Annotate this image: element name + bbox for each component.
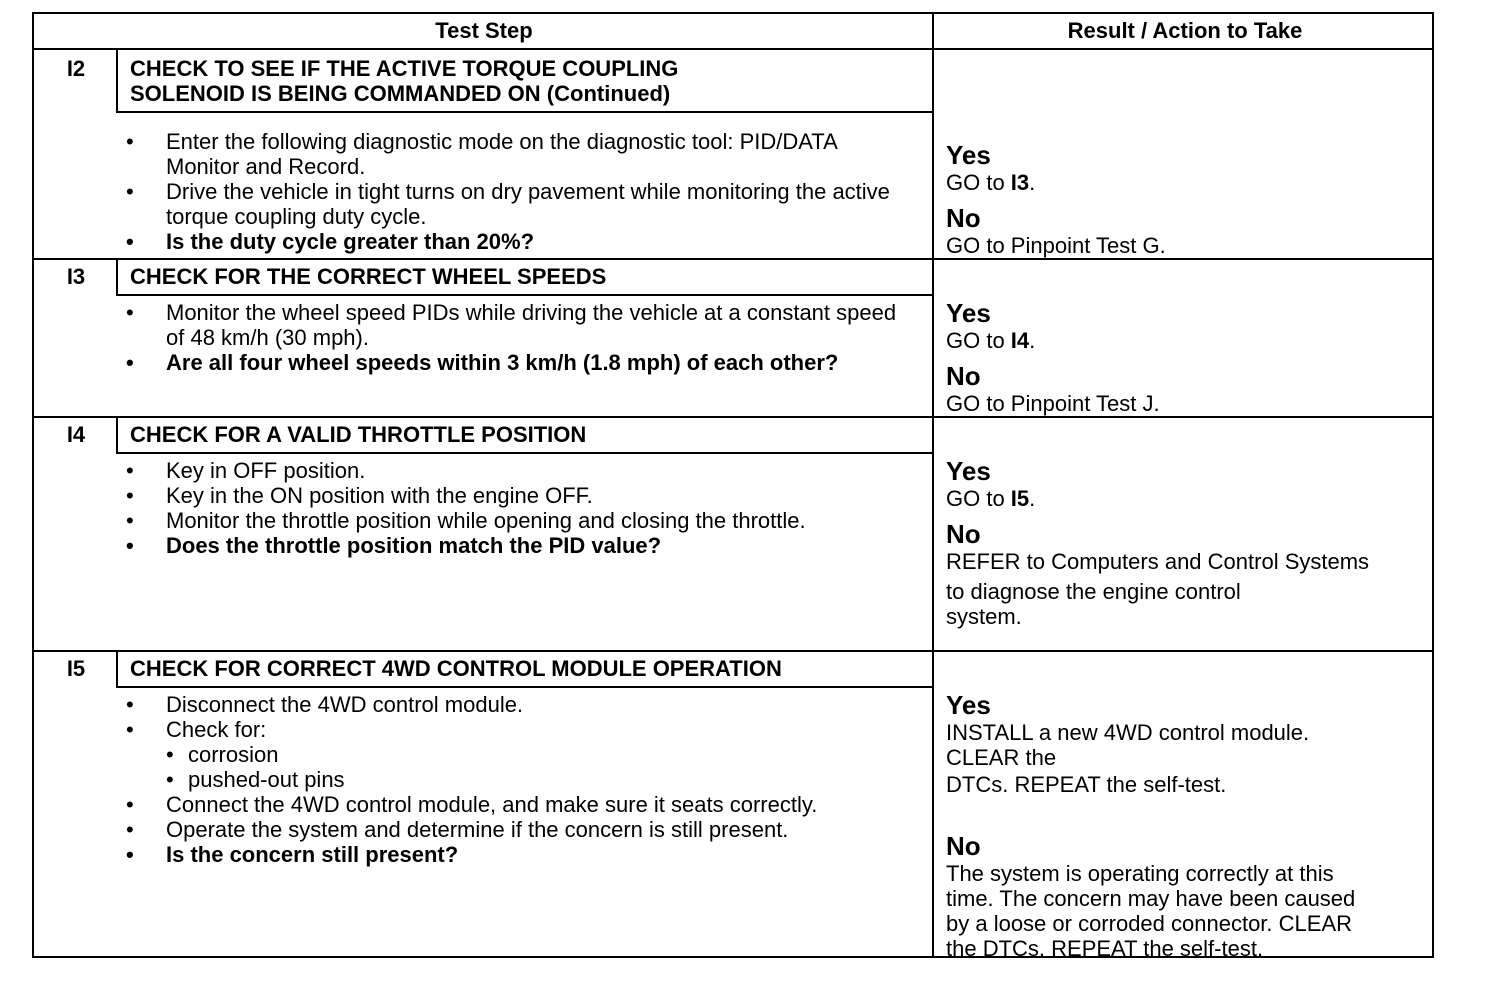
step-instructions <box>126 458 916 558</box>
step-instructions <box>126 129 916 254</box>
step-instructions <box>126 300 916 375</box>
header-rule <box>34 48 1434 50</box>
step-title: CHECK FOR THE CORRECT WHEEL SPEEDS <box>130 264 607 289</box>
step-instructions <box>126 692 916 867</box>
result-block <box>946 690 1434 961</box>
step-id: I2 <box>66 56 86 81</box>
no-label: No <box>946 203 981 233</box>
title-rule <box>116 111 934 113</box>
step-id: I3 <box>66 264 86 289</box>
row-rule <box>34 650 1434 652</box>
step-title-line: CHECK TO SEE IF THE ACTIVE TORQUE COUPLING <box>130 56 679 81</box>
yes-label: Yes <box>946 456 991 486</box>
instruction-item: • Monitor the wheel speed PIDs while driving the vehicle at a constant speed of 48 km/h (30 mph). <box>126 300 916 350</box>
step-id: I5 <box>66 656 86 681</box>
diagnostic-table <box>32 12 1434 961</box>
column-header-result: Result / Action to Take <box>1067 18 1303 43</box>
instruction-question: • Is the duty cycle greater than 20%? <box>126 229 916 254</box>
yes-label: Yes <box>946 140 991 170</box>
instruction-item: • Monitor the throttle position while opening and closing the throttle. <box>126 508 916 533</box>
step-id: I4 <box>66 422 86 447</box>
title-rule <box>116 452 934 454</box>
instruction-item: • Connect the 4WD control module, and make sure it seats correctly. <box>126 792 916 817</box>
no-label: No <box>946 519 981 549</box>
yes-label: Yes <box>946 298 991 328</box>
row-rule <box>34 416 1434 418</box>
sub-item: • pushed-out pins <box>166 767 916 792</box>
title-rule <box>116 686 934 688</box>
instruction-item: • Key in the ON position with the engine OFF. <box>126 483 916 508</box>
instruction-item: • Enter the following diagnostic mode on the diagnostic tool: PID/DATA Monitor and Record. <box>126 129 916 179</box>
result-block <box>946 298 1434 416</box>
result-block <box>946 140 1434 258</box>
sub-item: • corrosion <box>166 742 916 767</box>
step-title-line: SOLENOID IS BEING COMMANDED ON (Continued) <box>130 81 671 106</box>
step-title: CHECK FOR CORRECT 4WD CONTROL MODULE OPERATION <box>130 656 782 681</box>
column-header-test-step: Test Step <box>435 18 533 43</box>
instruction-question: • Is the concern still present? <box>126 842 916 867</box>
title-rule <box>116 294 934 296</box>
instruction-item: • Disconnect the 4WD control module. <box>126 692 916 717</box>
column-divider <box>932 14 934 958</box>
result-block <box>946 456 1434 629</box>
instruction-item: • Check for: <box>126 717 916 742</box>
no-action: GO to Pinpoint Test G. <box>946 233 1166 258</box>
instruction-question: • Does the throttle position match the PID value? <box>126 533 916 558</box>
instruction-item: • Drive the vehicle in tight turns on dry pavement while monitoring the active torque coupling duty cycle. <box>126 179 916 229</box>
yes-action: GO to I3. <box>946 170 1036 195</box>
step-title: CHECK FOR A VALID THROTTLE POSITION <box>130 422 587 447</box>
no-action: REFER to Computers and Control Systems to diagnose the engine control system. <box>946 549 1370 629</box>
yes-label: Yes <box>946 690 991 720</box>
no-action: GO to Pinpoint Test J. <box>946 391 1160 416</box>
no-action: The system is operating correctly at this time. The concern may have been caused by a loose or corroded connector. CLEAR the DTCs. REPEAT the self-test. <box>946 861 1356 961</box>
instruction-question: • Are all four wheel speeds within 3 km/h (1.8 mph) of each other? <box>126 350 916 375</box>
instruction-item: • Key in OFF position. <box>126 458 916 483</box>
yes-action: INSTALL a new 4WD control module. CLEAR the DTCs. REPEAT the self-test. <box>946 720 1310 797</box>
instruction-item: • Operate the system and determine if the concern is still present. <box>126 817 916 842</box>
row-rule <box>34 258 1434 260</box>
no-label: No <box>946 361 981 391</box>
yes-action: GO to I5. <box>946 486 1036 511</box>
no-label: No <box>946 831 981 861</box>
yes-action: GO to I4. <box>946 328 1036 353</box>
step-title <box>130 56 920 106</box>
